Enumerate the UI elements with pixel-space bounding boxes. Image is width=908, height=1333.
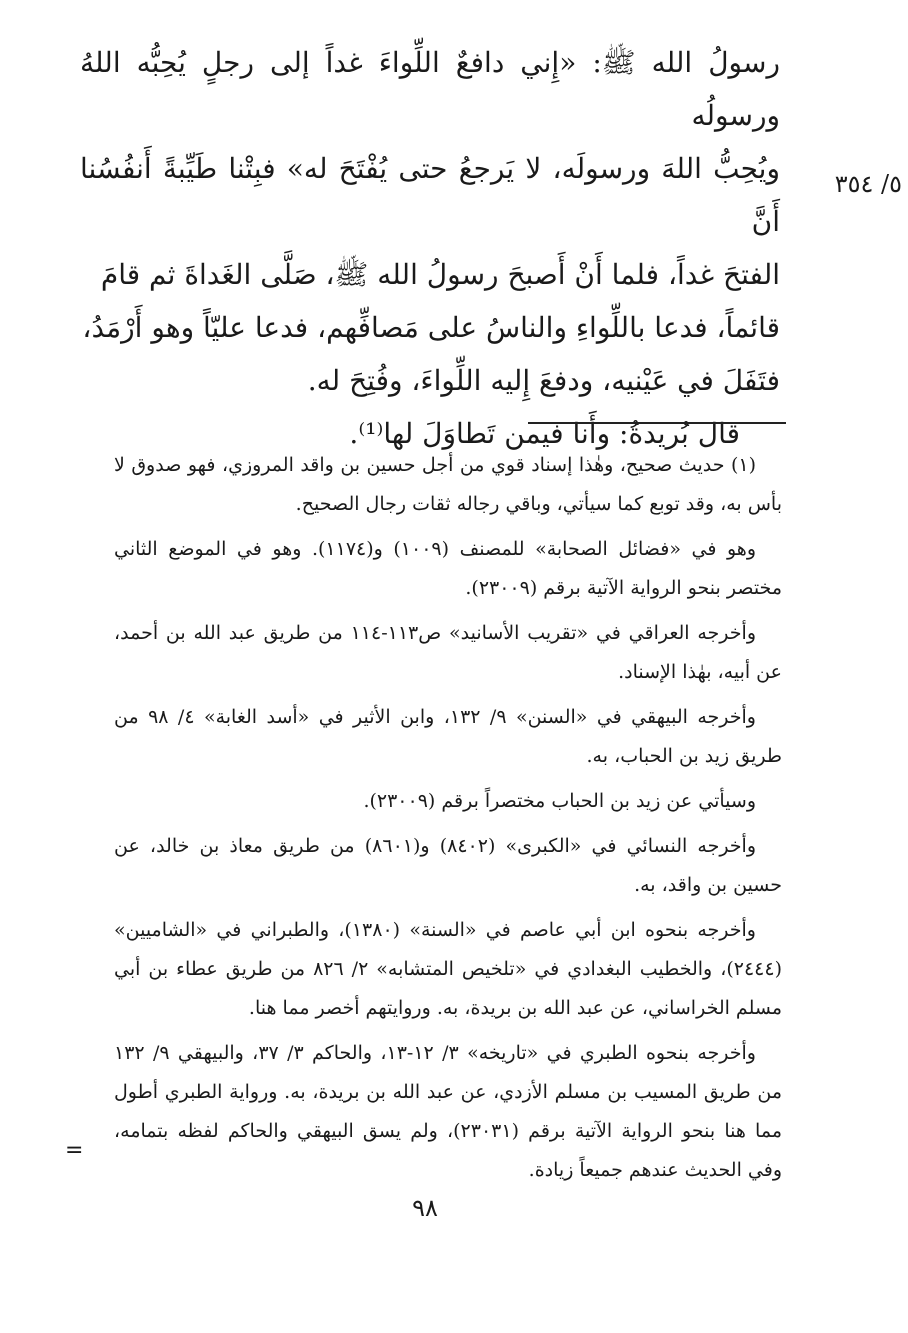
footnote-paragraph: وهو في «فضائل الصحابة» للمصنف (١٠٠٩) و(١١٧٤). وهو في الموضع الثاني مختصر بنحو الرواية الآتية برقم (٢٣٠٠٩).: [114, 538, 782, 599]
main-text-line: ويُحِبُّ اللهَ ورسولَه، لا يَرجعُ حتى يُفْتَحَ له» فبِتْنا طَيِّبةً أَنفُسُنا أَنَّ: [80, 152, 780, 238]
footnote-paragraph: وأخرجه البيهقي في «السنن» ٩/ ١٣٢، وابن الأثير في «أسد الغابة» ٤/ ٩٨ من طريق زيد بن الحباب، به.: [114, 706, 782, 767]
footnote-paragraph: (١) حديث صحيح، وهٰذا إسناد قوي من أجل حسين بن واقد المروزي، فهو صدوق لا بأس به، وقد توبع كما سيأتي، وباقي رجاله ثقات رجال الصحيح.: [114, 454, 782, 515]
footnote-divider: [528, 422, 786, 424]
margin-reference: ٥/ ٣٥٤: [834, 170, 902, 198]
footnote-paragraph: وأخرجه النسائي في «الكبرى» (٨٤٠٢) و(٨٦٠١) من طريق معاذ بن خالد، عن حسين بن واقد، به.: [114, 835, 782, 896]
main-text: [80, 36, 780, 460]
footnote-paragraph: وأخرجه بنحوه الطبري في «تاريخه» ٣/ ١٢-١٣، والحاكم ٣/ ٣٧، والبيهقي ٩/ ١٣٢ من طريق المسيب بن مسلم الأزدي، عن عبد الله بن بريدة، به. ورواية الطبري أطول مما هنا بنحو الرواية الآتية برقم (٢٣٠٣١)، ولم يسق البيهقي والحاكم لفظه بتمامه، وفي الحديث عندهم جميعاً زيادة.: [114, 1042, 782, 1181]
footnotes: [114, 446, 782, 1196]
footnote-paragraph: وسيأتي عن زيد بن الحباب مختصراً برقم (٢٣٠٠٩).: [363, 790, 756, 812]
footnote-paragraph: وأخرجه بنحوه ابن أبي عاصم في «السنة» (١٣٨٠)، والطبراني في «الشاميين» (٢٤٤٤)، والخطيب البغدادي في «تلخيص المتشابه» ٢/ ٨٢٦ من طريق عطاء بن أبي مسلم الخراساني، عن عبد الله بن بريدة، به. وروايتهم أخصر مما هنا.: [114, 919, 782, 1019]
main-text-line: الفتحَ غداً، فلما أَنْ أَصبحَ رسولُ الله ﷺ، صَلَّى الغَداةَ ثم قامَ: [100, 258, 780, 291]
footnote-paragraph: وأخرجه العراقي في «تقريب الأسانيد» ص١١٣-١١٤ من طريق عبد الله بن أحمد، عن أبيه، بهٰذا الإسناد.: [114, 622, 782, 683]
continuation-mark: =: [65, 1138, 84, 1163]
main-text-line: رسولُ الله ﷺ: «إِني دافعٌ اللِّواءَ غداً إلى رجلٍ يُحِبُّه اللهُ ورسولُه: [80, 46, 780, 132]
page-number: ٩٨: [412, 1194, 438, 1222]
closing-line: قال بُريدةُ: وأَنا فيمن تَطاوَلَ لها⁽¹⁾.: [349, 417, 740, 450]
main-text-line: قائماً، فدعا باللِّواءِ والناسُ على مَصافِّهم، فدعا عليّاً وهو أَرْمَدُ،: [82, 311, 780, 344]
main-text-line: فتَفَلَ في عَيْنيه، ودفعَ إِليه اللِّواءَ، وفُتِحَ له.: [307, 364, 780, 397]
